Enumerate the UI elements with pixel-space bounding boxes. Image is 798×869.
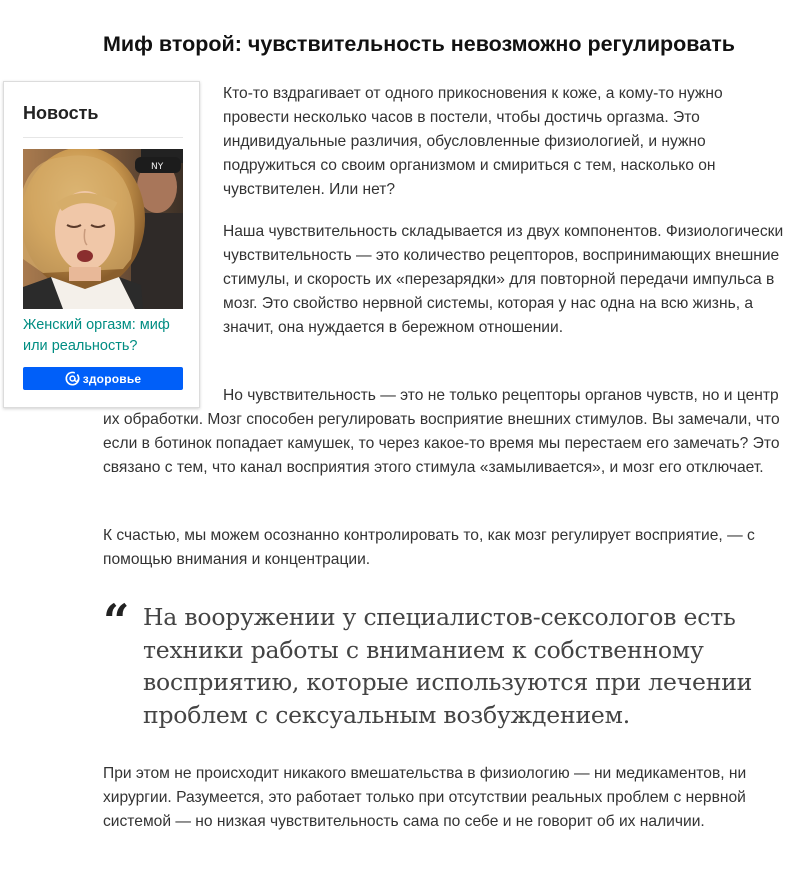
article-paragraph: Но чувствительность — это не только рецепторы органов чувств, но и центр их обработки. Мозг способен регулировать восприятие внешних стимулов. Вы замечали, что если в ботинок попадает камушек, то через какое-то время мы перестаем его замечать? Это связано с тем, что канал восприятия этого стимула «замыливается», и мозг его отключает. (103, 387, 780, 476)
health-tag-label: здоровье (82, 371, 142, 386)
quote-mark-icon: “ (103, 594, 130, 648)
article-paragraph: Кто-то вздрагивает от одного прикосновения к коже, а кому-то нужно провести несколько часов в постели, чтобы достичь оргазма. Это индивидуальные различия, обусловленные физиологией, и нужно подружиться со своим организмом и смириться с тем, насколько он чувствителен. Или нет? (223, 85, 723, 198)
article-paragraph: При этом не происходит никакого вмешательства в физиологию — ни медикаментов, ни хирургии. Разумеется, это работает только при отсутствии реальных проблем с нервной системой — но низкая чувствительность сама по себе и не говорит об их наличии. (103, 765, 747, 830)
news-card-image[interactable] (23, 149, 183, 309)
article-paragraph: К счастью, мы можем осознанно контролировать то, как мозг регулирует восприятие, — с помощью внимания и концентрации. (103, 527, 755, 568)
section-heading: Миф второй: чувствительность невозможно регулировать (103, 32, 735, 56)
news-card (3, 81, 200, 408)
pull-quote: На вооружении у специалистов-сексологов есть техники работы с вниманием к собственному восприятию, которые используются при лечении проблем с сексуальным возбуждением. (143, 603, 753, 729)
svg-text:NY: NY (151, 162, 164, 172)
at-sign-icon (65, 371, 80, 386)
news-card-link[interactable]: Женский оргазм: миф или реальность? (23, 317, 170, 354)
news-card-title: Новость (23, 103, 99, 123)
news-card-divider (23, 137, 183, 138)
article-paragraph: Наша чувствительность складывается из двух компонентов. Физиологически чувствительность — это количество рецепторов, воспринимающих внешние стимулы, и скорость их «перезарядки» для повторной передачи импульса в мозг. Это свойство нервной системы, которая у нас одна на всю жизнь, а значит, она нуждается в бережном отношении. (223, 223, 784, 336)
